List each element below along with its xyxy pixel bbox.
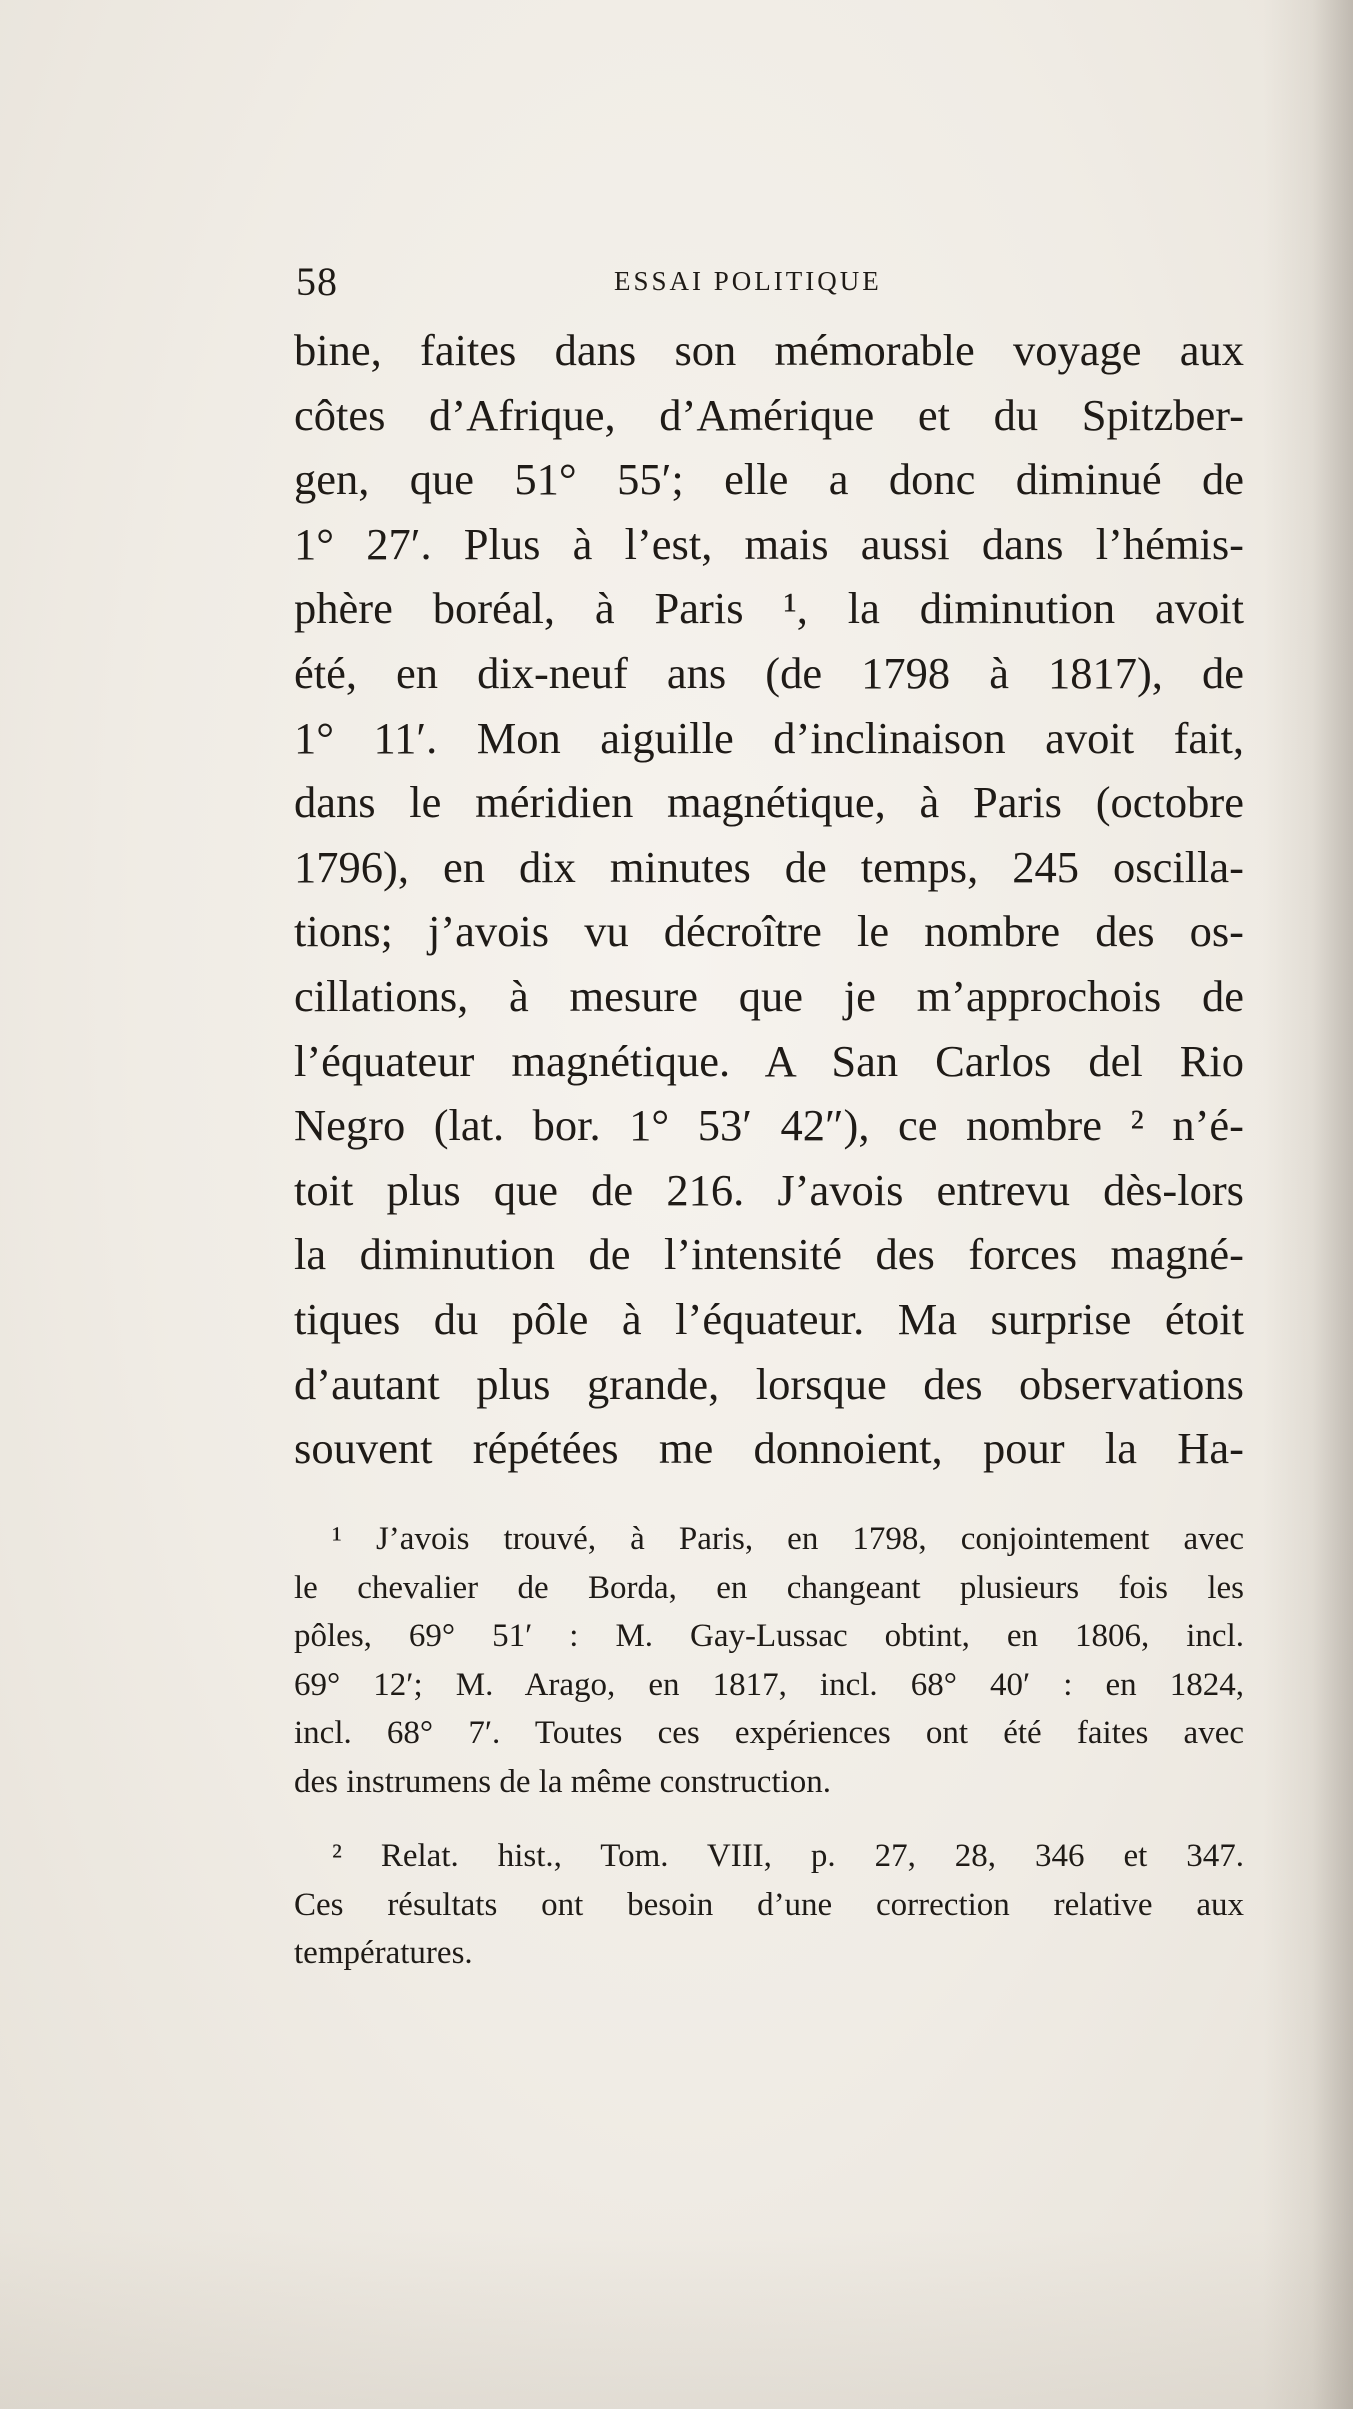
footnote-line: températures. bbox=[294, 1935, 473, 1971]
body-line: gen, que 51° 55′; elle a donc diminué de bbox=[294, 454, 1244, 505]
running-title: ESSAI POLITIQUE bbox=[614, 266, 882, 296]
body-line: toit plus que de 216. J’avois entrevu dès-lors bbox=[294, 1164, 1244, 1215]
binding-shadow bbox=[1263, 0, 1353, 2409]
body-line: phère boréal, à Paris ¹, la diminution avoit bbox=[294, 583, 1244, 634]
body-line: tiques du pôle à l’équateur. Ma surprise étoit bbox=[294, 1293, 1244, 1344]
footnotes bbox=[294, 1515, 1244, 1978]
footnote-line: incl. 68° 7′. Toutes ces expériences ont été faites avec bbox=[294, 1715, 1244, 1751]
running-head bbox=[296, 258, 1246, 308]
footnote-line: 69° 12′; M. Arago, en 1817, incl. 68° 40′ : en 1824, bbox=[294, 1666, 1244, 1703]
body-line: 1° 27′. Plus à l’est, mais aussi dans l’hémis- bbox=[294, 518, 1244, 569]
footnote-line: Ces résultats ont besoin d’une correction relative aux bbox=[294, 1886, 1244, 1923]
footnote-line: pôles, 69° 51′ : M. Gay-Lussac obtint, en 1806, incl. bbox=[294, 1618, 1244, 1654]
footnote-2 bbox=[294, 1832, 1244, 1978]
page-number: 58 bbox=[296, 259, 338, 304]
page-edge-shadow bbox=[0, 2229, 1353, 2409]
footnote-line: ¹ J’avois trouvé, à Paris, en 1798, conjointement avec bbox=[332, 1521, 1244, 1557]
footnote-1 bbox=[294, 1515, 1244, 1806]
body-line: tions; j’avois vu décroître le nombre des os- bbox=[294, 906, 1244, 957]
footnote-spacer bbox=[294, 1806, 1244, 1832]
footnote-line: le chevalier de Borda, en changeant plusieurs fois les bbox=[294, 1569, 1244, 1606]
body-line: d’autant plus grande, lorsque des observations bbox=[294, 1358, 1244, 1409]
body-line: cillations, à mesure que je m’approchois de bbox=[294, 970, 1244, 1021]
footnote-line: des instrumens de la même construction. bbox=[294, 1763, 832, 1800]
body-line: Negro (lat. bor. 1° 53′ 42″), ce nombre ² n’é- bbox=[294, 1100, 1244, 1151]
body-text bbox=[294, 318, 1244, 1481]
body-line: bine, faites dans son mémorable voyage aux bbox=[294, 325, 1244, 375]
body-line: dans le méridien magnétique, à Paris (octobre bbox=[294, 777, 1244, 828]
body-line: été, en dix-neuf ans (de 1798 à 1817), de bbox=[294, 647, 1244, 698]
footnote-line: ² Relat. hist., Tom. VIII, p. 27, 28, 346 et 347. bbox=[332, 1838, 1244, 1874]
body-line: 1° 11′. Mon aiguille d’inclinaison avoit fait, bbox=[294, 712, 1244, 763]
body-line: l’équateur magnétique. A San Carlos del Rio bbox=[294, 1035, 1244, 1086]
body-line: souvent répétées me donnoient, pour la Ha- bbox=[294, 1423, 1244, 1474]
body-line: 1796), en dix minutes de temps, 245 oscilla- bbox=[294, 841, 1244, 892]
body-line: côtes d’Afrique, d’Amérique et du Spitzber- bbox=[294, 389, 1244, 440]
body-line: la diminution de l’intensité des forces magné- bbox=[294, 1229, 1244, 1280]
